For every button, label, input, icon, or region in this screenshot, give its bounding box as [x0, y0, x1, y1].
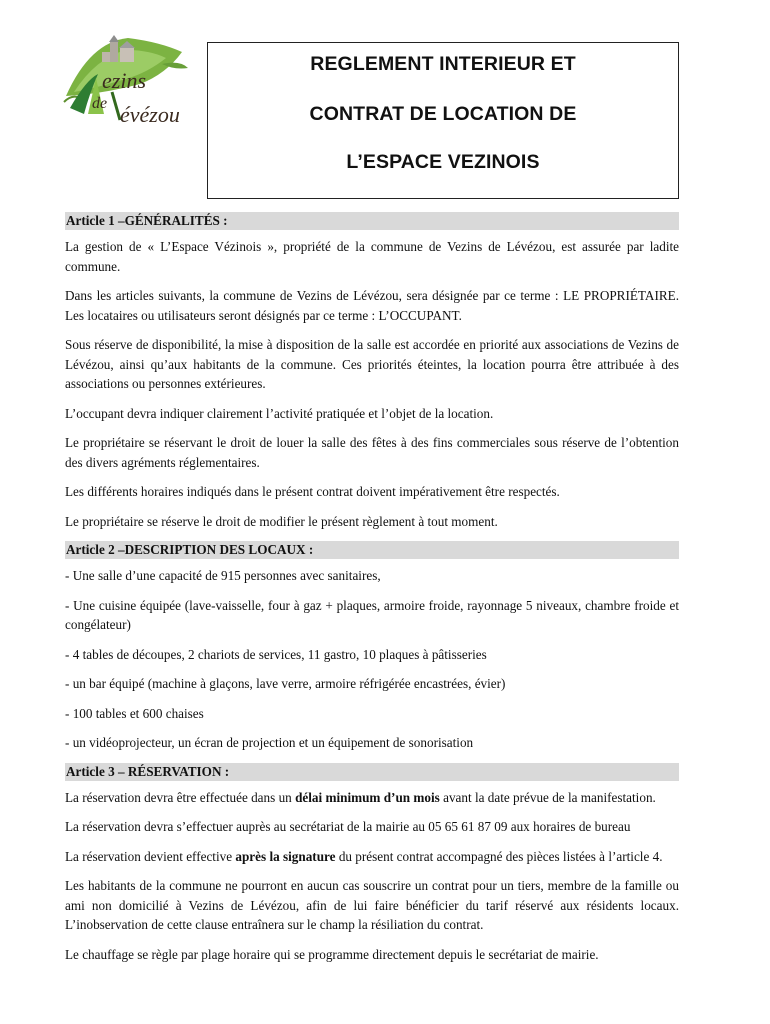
article-3-paragraph: [65, 788, 679, 808]
article-1-paragraph: Le propriétaire se réserve le droit de modifier le présent règlement à tout moment.: [65, 513, 498, 529]
article-2-item: - un vidéoprojecteur, un écran de projection et un équipement de sonorisation: [65, 735, 474, 750]
article-1-paragraph: Le propriétaire se réservant le droit de louer la salle des fêtes à des fins commerciales sous réserve de l’obtention des divers agréments réglementaires.: [65, 435, 679, 470]
article-3-paragraph: Les habitants de la commune ne pourront en aucun cas souscrire un contrat pour un tiers, membre de la famille ou ami non domicilié à Vezins de Lévézou, afin de lui faire bénéficier du tarif réservé aux résidents locaux. L’inobservation de cette clause entraînera sur le champ la résiliation du contrat.: [65, 878, 679, 932]
article-2-item: - Une cuisine équipée (lave-vaisselle, four à gaz + plaques, armoire froide, rayonnage 5 niveaux, chambre froide et congélateur): [65, 597, 679, 632]
title-line-3: L’ESPACE VEZINOIS: [346, 151, 540, 173]
article-3-paragraph: [65, 847, 679, 867]
article-2-item: - 4 tables de découpes, 2 chariots de services, 11 gastro, 10 plaques à pâtisseries: [65, 646, 487, 662]
article-1-paragraph: La gestion de « L’Espace Vézinois », propriété de la commune de Vezins de Lévézou, est assurée par ladite commune.: [65, 239, 679, 274]
bold-text: délai minimum d’un mois: [295, 789, 440, 805]
article-1-paragraph: L’occupant devra indiquer clairement l’activité pratiquée et l’objet de la location.: [65, 405, 494, 421]
text-run: avant la date prévue de la manifestation.: [439, 789, 656, 805]
article-2-item: - Une salle d’une capacité de 915 personnes avec sanitaires,: [65, 568, 381, 583]
title-line-1: REGLEMENT INTERIEUR ET: [310, 53, 576, 75]
article-2-item: - un bar équipé (machine à glaçons, lave verre, armoire réfrigérée encastrées, évier): [65, 676, 506, 691]
logo-text-levezou: évézou: [120, 102, 180, 127]
text-run: du présent contrat accompagné des pièces listées à l’article 4.: [335, 848, 663, 864]
article-3-heading: Article 3 – RÉSERVATION :: [65, 763, 679, 781]
article-3-paragraph: Le chauffage se règle par plage horaire qui se programme directement depuis le secrétariat de mairie.: [65, 946, 599, 962]
document-body: [65, 212, 679, 974]
text-run: La réservation devient effective: [65, 848, 236, 864]
title-line-2: CONTRAT DE LOCATION DE: [309, 103, 577, 125]
article-1-heading: Article 1 –GÉNÉRALITÉS :: [65, 212, 679, 230]
logo-text-ezins: ezins: [102, 68, 146, 93]
article-2-item: - 100 tables et 600 chaises: [65, 705, 204, 721]
article-2-heading: Article 2 –DESCRIPTION DES LOCAUX :: [65, 541, 679, 559]
article-1-paragraph: Sous réserve de disponibilité, la mise à disposition de la salle est accordée en priorité aux associations de Vezins de Lévézou, ainsi qu’aux habitants de la commune. Ces priorités éteintes, la location pourra être attribuée à des associations ou personnes extérieures.: [65, 337, 679, 391]
article-1-paragraph: Les différents horaires indiqués dans le présent contrat doivent impérativement être respectés.: [65, 484, 560, 499]
logo-text-de: de: [92, 95, 108, 112]
bold-text: après la signature: [235, 848, 336, 864]
title-box: [207, 42, 679, 199]
article-3-paragraph: La réservation devra s’effectuer auprès au secrétariat de la mairie au 05 65 61 87 09 aux horaires de bureau: [65, 819, 631, 834]
logo: [62, 34, 192, 134]
text-run: La réservation devra être effectuée dans un: [65, 789, 296, 805]
article-1-paragraph: Dans les articles suivants, la commune de Vezins de Lévézou, sera désignée par ce terme : LE PROPRIÉTAIRE. Les locataires ou utilisateurs seront désignés par ce terme : L’OCCUPANT.: [65, 288, 679, 323]
